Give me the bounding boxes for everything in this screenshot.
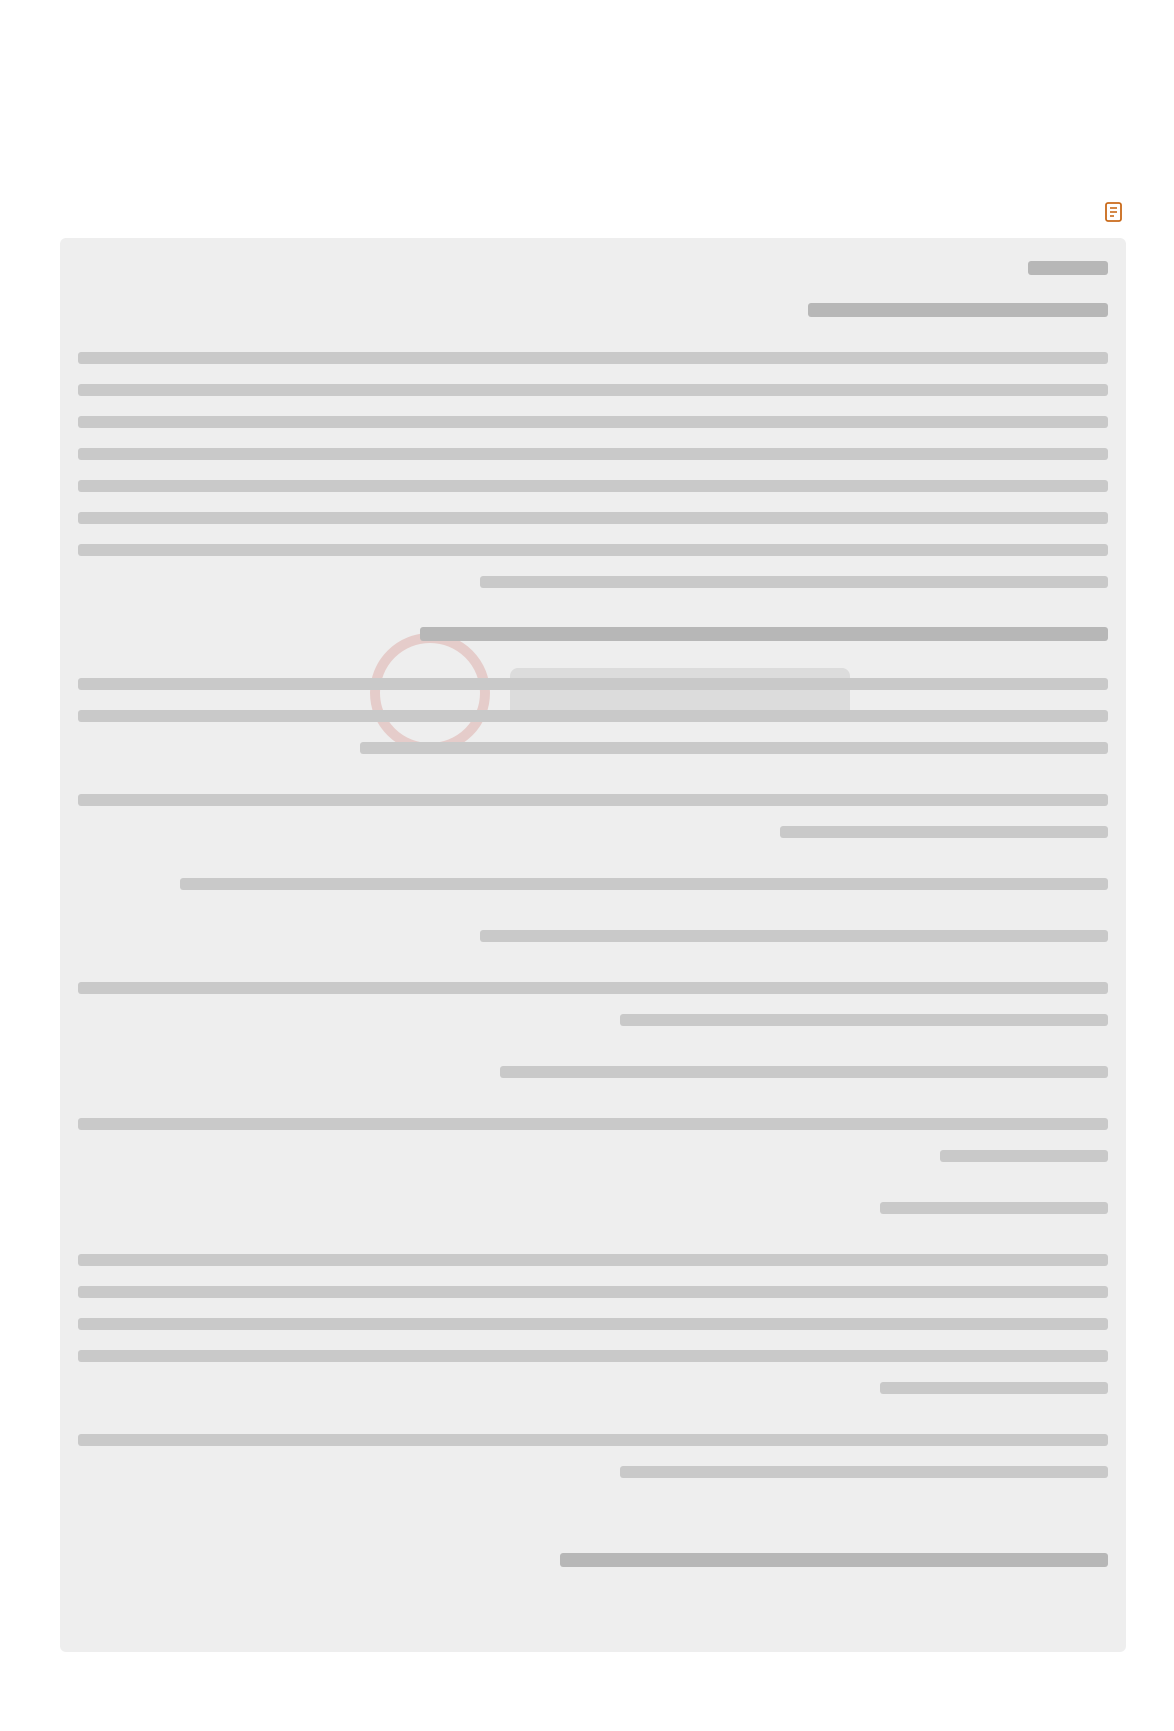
text-line (78, 380, 1108, 400)
text-line (78, 1314, 1108, 1334)
text-line (180, 874, 1108, 894)
text-line (78, 476, 1108, 496)
text-line (78, 1250, 1108, 1270)
text-line (880, 1198, 1108, 1218)
text-line (620, 1462, 1108, 1482)
text-line (780, 822, 1108, 842)
meta-row-top (46, 52, 1126, 96)
text-line (620, 1010, 1108, 1030)
text-line (480, 572, 1108, 592)
content-heading (1028, 258, 1108, 278)
meta-row-subject (48, 140, 1126, 184)
content-subheading (808, 300, 1108, 320)
text-line (78, 540, 1108, 560)
text-line (78, 412, 1108, 432)
text-line (420, 624, 1108, 644)
signature-line (560, 1550, 1108, 1570)
text-line (940, 1146, 1108, 1166)
text-line (78, 444, 1108, 464)
text-line (500, 1062, 1108, 1082)
text-line (480, 926, 1108, 946)
document-icon (1102, 200, 1126, 224)
text-line (78, 674, 1108, 694)
text-line (78, 1430, 1108, 1450)
text-line (78, 348, 1108, 368)
text-line (880, 1378, 1108, 1398)
meta-row-issuer (48, 96, 1126, 140)
text-line (78, 1114, 1108, 1134)
text-line (78, 1282, 1108, 1302)
notice-text-header (1094, 200, 1126, 224)
text-line (360, 738, 1108, 758)
text-line (78, 978, 1108, 998)
text-line (78, 790, 1108, 810)
text-line (78, 508, 1108, 528)
text-line (78, 1346, 1108, 1366)
notice-content-panel (60, 238, 1126, 1652)
text-line (78, 706, 1108, 726)
notice-meta (48, 52, 1126, 184)
